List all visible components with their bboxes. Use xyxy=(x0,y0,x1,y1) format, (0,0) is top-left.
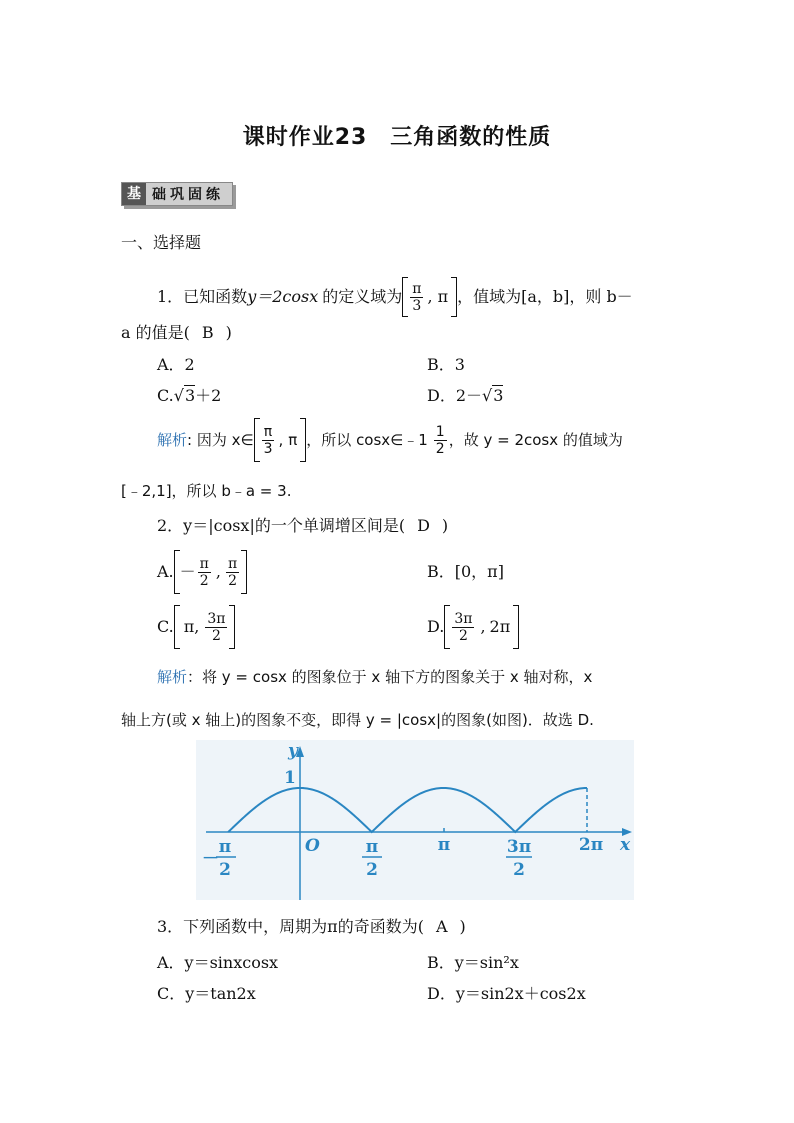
subsection-heading: 一、选择题 xyxy=(121,233,202,252)
page-title: 课时作业23 三角函数的性质 xyxy=(242,125,552,150)
q1-line2: a 的值是( B ) xyxy=(121,323,232,342)
q1-text-c: ，值域为[ xyxy=(457,287,528,306)
q1-option-a: A．2 xyxy=(157,355,195,374)
q1-domain-frac: $\frac{\pi}{3}$ xyxy=(412,280,422,314)
x-axis-label: x xyxy=(620,835,631,855)
q1-option-b: B．3 xyxy=(427,355,465,374)
q2-stem: 2．y＝|cosx|的一个单调增区间是( D ) xyxy=(157,516,449,535)
q1-stem: 1．已知函数 y＝2cosx 的定义域为 $\frac{\pi}{3}$ , π ，值域为[ a，b]，则 b－ xyxy=(157,277,633,317)
y-one-label: 1 xyxy=(284,768,296,788)
q3-stem: 3．下列函数中，周期为π的奇函数为( A ) xyxy=(157,917,466,936)
q1-text-a: 1．已知函数 xyxy=(157,287,248,306)
tick-neg-pi2-num: π xyxy=(218,837,232,857)
bracket-left xyxy=(402,277,408,317)
q1-sol-c: ，故 y = 2cosx 的值域为 xyxy=(448,431,623,449)
q1-text-d: a，b]，则 b－ xyxy=(527,287,633,306)
q1-sol-a: : 因为 x∈ xyxy=(187,431,254,449)
cos-abs-graph xyxy=(196,740,634,900)
q1-solution: 解析 : 因为 x∈ $\frac{\pi}{3}$ , π ，所以 cosx∈﹣1 $\frac{1}{2}$ ，故 y = 2cosx 的值域为 xyxy=(157,418,623,462)
q2-option-c: C. π, $\frac{3\pi}{2}$ xyxy=(157,605,235,649)
tick-pi2-num: π xyxy=(365,837,379,857)
q1-sol-half: $\frac{1}{2}$ xyxy=(435,423,445,457)
origin-label: O xyxy=(305,836,320,856)
neg-sign: － xyxy=(202,849,219,869)
q1-option-c: C.√3＋2 xyxy=(157,386,222,405)
q3-option-d: D．y＝sin2x＋cos2x xyxy=(427,984,586,1003)
q3-option-a: A．y＝sinxcosx xyxy=(157,953,279,972)
q2-text: 2．y＝|cosx|的一个单调增区间是( xyxy=(157,516,406,535)
tick-3pi2-num: 3π xyxy=(506,837,532,857)
q3-option-c: C．y＝tan2x xyxy=(157,984,256,1003)
tick-3pi2-den: 2 xyxy=(513,860,525,880)
q2-option-a: A. － $\frac{\pi}{2}$ , $\frac{\pi}{2}$ xyxy=(157,550,247,594)
q1-solution-line2: [﹣2,1]，所以 b﹣a = 3. xyxy=(121,482,292,500)
q3-answer: A xyxy=(435,917,448,936)
q2-solution-line2: 轴上方(或 x 轴上)的图象不变，即得 y = |cosx|的图象(如图)．故选 D. xyxy=(121,711,594,729)
q3-option-b: B．y＝sin²x xyxy=(427,953,519,972)
bracket-left xyxy=(254,418,260,462)
tick-pi2-den: 2 xyxy=(366,860,378,880)
q1-line2-text: a 的值是( xyxy=(121,323,190,342)
q1-text-b: 的定义域为 xyxy=(322,287,403,306)
q2-option-b: B．[0，π] xyxy=(427,562,504,581)
q3-text: 3．下列函数中，周期为π的奇函数为( xyxy=(157,917,424,936)
q1-domain-end: π xyxy=(437,287,449,306)
q1-sol-b: ，所以 cosx∈﹣1 xyxy=(306,431,428,449)
q2-option-d: D. $\frac{3\pi}{2}$ , 2π xyxy=(427,605,519,649)
tick-neg-pi2-den: 2 xyxy=(219,860,231,880)
tick-2pi: 2π xyxy=(578,835,604,855)
y-axis-label: y xyxy=(288,741,298,761)
tick-pi: π xyxy=(437,835,451,855)
q1-option-d: D．2－√3 xyxy=(427,386,504,405)
q1-answer: B xyxy=(201,323,214,342)
q1-solution-label: 解析 xyxy=(157,431,188,449)
q2-answer: D xyxy=(417,516,430,535)
graph-background xyxy=(196,740,634,900)
section-badge xyxy=(121,182,233,206)
badge-rest: 础巩固练 xyxy=(152,187,224,203)
q1-sol-frac: $\frac{\pi}{3}$ xyxy=(263,423,273,457)
q2-solution-label: 解析 xyxy=(157,668,188,686)
q2-solution: 解析：将 y = cosx 的图象位于 x 轴下方的图象关于 x 轴对称，x xyxy=(157,668,593,686)
badge-first-char: 基 xyxy=(122,183,146,205)
q1-func: y＝2cosx xyxy=(247,287,319,306)
